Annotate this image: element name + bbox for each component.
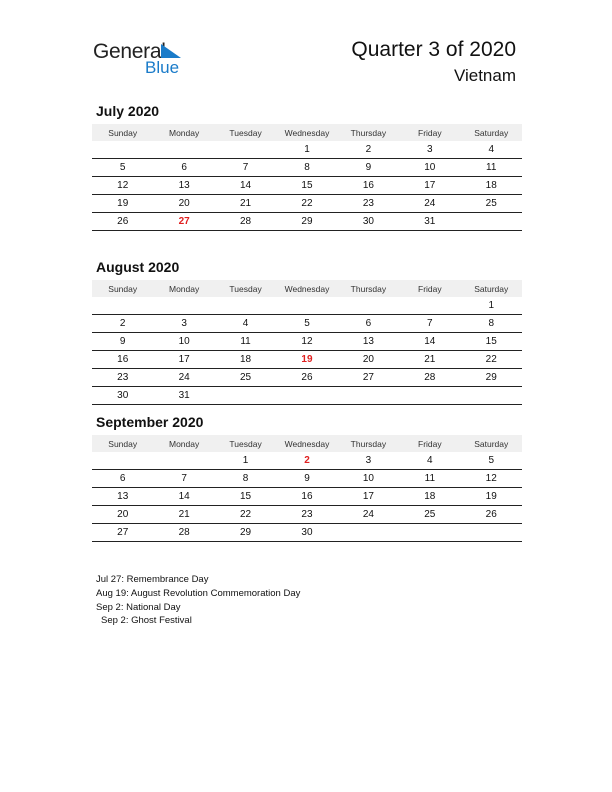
logo-blue-text: Blue — [145, 58, 180, 77]
day-cell: 25 — [239, 372, 252, 383]
day-cell: 29 — [485, 372, 497, 383]
day-cell: 18 — [239, 354, 252, 365]
page-title: Quarter 3 of 2020 — [351, 38, 516, 61]
week-row — [92, 387, 522, 405]
day-cell: 28 — [239, 216, 252, 227]
holiday-list — [96, 573, 300, 628]
week-row — [92, 333, 522, 351]
logo — [93, 40, 193, 80]
day-cell: 12 — [117, 180, 129, 191]
holiday-item: Aug 19: August Revolution Commemoration Day — [96, 587, 301, 599]
day-cell: 6 — [365, 318, 372, 329]
day-cell: 4 — [488, 144, 495, 155]
day-cell: 23 — [301, 509, 313, 520]
month-title: July 2020 — [96, 103, 160, 119]
day-cell: 23 — [117, 372, 129, 383]
weekday-label: Tuesday — [229, 127, 262, 138]
week-row — [92, 488, 522, 506]
week-row — [92, 195, 522, 213]
month-calendar — [92, 414, 522, 542]
logo-general-text: General — [93, 40, 166, 63]
day-cell: 3 — [427, 144, 433, 155]
day-cell: 31 — [178, 390, 190, 401]
day-cell: 28 — [178, 527, 190, 538]
week-row — [92, 351, 522, 369]
weekday-label: Wednesday — [284, 127, 330, 138]
weekday-label: Saturday — [474, 283, 509, 294]
day-cell: 16 — [117, 354, 129, 365]
day-cell: 10 — [178, 336, 190, 347]
day-cell: 9 — [304, 473, 310, 484]
week-row — [92, 141, 522, 159]
weekday-label: Thursday — [350, 438, 387, 449]
month-calendar — [92, 259, 522, 405]
week-row — [92, 470, 522, 488]
weekday-label: Friday — [418, 283, 442, 294]
day-cell: 27 — [117, 527, 129, 538]
day-cell: 24 — [424, 198, 436, 209]
day-cell: 17 — [424, 180, 436, 191]
month-title: August 2020 — [96, 259, 180, 275]
day-cell: 19 — [485, 491, 497, 502]
day-cell: 5 — [119, 162, 126, 173]
day-cell: 25 — [424, 509, 436, 520]
day-cell: 26 — [485, 509, 497, 520]
weekday-header — [92, 435, 522, 452]
day-cell: 30 — [301, 527, 313, 538]
weekday-label: Saturday — [474, 438, 509, 449]
day-cell: 9 — [119, 336, 126, 347]
day-cell: 29 — [301, 216, 313, 227]
day-cell: 22 — [301, 198, 313, 209]
weekday-header — [92, 280, 522, 297]
day-cell: 31 — [424, 216, 436, 227]
weekday-label: Thursday — [350, 283, 387, 294]
day-cell: 2 — [119, 318, 126, 329]
day-cell: 26 — [117, 216, 129, 227]
weekday-label: Tuesday — [229, 283, 262, 294]
logo-triangle-icon — [161, 44, 181, 58]
day-cell: 15 — [301, 180, 313, 191]
day-cell: 9 — [365, 162, 372, 173]
day-cell: 21 — [424, 354, 436, 365]
day-cell: 5 — [488, 455, 495, 466]
day-cell: 8 — [304, 162, 310, 173]
day-cell: 4 — [242, 318, 249, 329]
week-row — [92, 213, 522, 231]
day-cell: 21 — [178, 509, 190, 520]
day-cell: 16 — [362, 180, 374, 191]
day-cell: 24 — [178, 372, 190, 383]
day-cell: 12 — [485, 473, 497, 484]
week-row — [92, 452, 522, 470]
day-cell: 14 — [239, 180, 252, 191]
weekday-label: Friday — [418, 127, 442, 138]
day-cell: 27 — [362, 372, 374, 383]
day-cell: 25 — [485, 198, 497, 209]
day-cell: 11 — [486, 162, 497, 173]
day-cell: 10 — [362, 473, 374, 484]
day-cell: 8 — [488, 318, 495, 329]
weekday-header — [92, 124, 522, 141]
day-cell: 30 — [117, 390, 129, 401]
week-row — [92, 177, 522, 195]
day-cell: 1 — [304, 144, 310, 155]
holiday-item: Sep 2: National Day — [96, 601, 181, 613]
week-row — [92, 159, 522, 177]
day-cell: 22 — [485, 354, 497, 365]
week-row — [92, 369, 522, 387]
month-calendar — [92, 103, 522, 231]
day-cell: 12 — [301, 336, 313, 347]
holiday-item: Jul 27: Remembrance Day — [96, 574, 209, 585]
day-cell: 22 — [239, 509, 252, 520]
weekday-label: Monday — [169, 127, 200, 138]
day-cell: 24 — [362, 509, 374, 520]
weekday-label: Sunday — [108, 283, 138, 294]
day-cell: 15 — [485, 336, 497, 347]
holiday-item: Sep 2: Ghost Festival — [101, 615, 192, 627]
day-cell: 30 — [362, 216, 374, 227]
day-cell: 2 — [365, 144, 372, 155]
day-cell: 5 — [304, 318, 310, 329]
day-cell: 16 — [301, 491, 313, 502]
day-cell: 28 — [424, 372, 436, 383]
weekday-label: Wednesday — [284, 438, 330, 449]
day-cell: 4 — [427, 455, 433, 466]
day-cell: 20 — [362, 354, 374, 365]
day-cell: 26 — [301, 372, 313, 383]
day-cell: 1 — [488, 300, 495, 311]
day-cell: 19 — [301, 354, 313, 365]
weekday-label: Sunday — [108, 438, 138, 449]
week-row — [92, 506, 522, 524]
day-cell: 7 — [242, 162, 249, 173]
day-cell: 14 — [424, 336, 436, 347]
day-cell: 3 — [181, 318, 187, 329]
weekday-label: Monday — [169, 283, 200, 294]
day-cell: 20 — [178, 198, 190, 209]
day-cell: 17 — [362, 491, 374, 502]
week-row — [92, 297, 522, 315]
day-cell: 19 — [117, 198, 129, 209]
day-cell: 27 — [178, 216, 190, 227]
day-cell: 8 — [242, 473, 249, 484]
day-cell: 20 — [117, 509, 129, 520]
day-cell: 11 — [424, 473, 436, 484]
day-cell: 13 — [117, 491, 129, 502]
weekday-label: Thursday — [350, 127, 387, 138]
weekday-label: Tuesday — [229, 438, 262, 449]
day-cell: 3 — [365, 455, 372, 466]
day-cell: 15 — [239, 491, 252, 502]
week-row — [92, 524, 522, 542]
week-row — [92, 315, 522, 333]
day-cell: 17 — [178, 354, 190, 365]
day-cell: 6 — [119, 473, 126, 484]
weekday-label: Sunday — [108, 127, 138, 138]
day-cell: 13 — [362, 336, 374, 347]
day-cell: 21 — [239, 198, 252, 209]
day-cell: 2 — [304, 455, 310, 466]
day-cell: 18 — [424, 491, 436, 502]
day-cell: 10 — [424, 162, 436, 173]
day-cell: 18 — [485, 180, 497, 191]
day-cell: 1 — [242, 455, 249, 466]
day-cell: 14 — [178, 491, 190, 502]
country-name: Vietnam — [453, 66, 516, 85]
day-cell: 7 — [427, 318, 433, 329]
weekday-label: Saturday — [474, 127, 509, 138]
weekday-label: Wednesday — [284, 283, 330, 294]
day-cell: 29 — [239, 527, 252, 538]
weekday-label: Monday — [169, 438, 200, 449]
day-cell: 13 — [178, 180, 190, 191]
day-cell: 11 — [240, 336, 251, 347]
day-cell: 6 — [181, 162, 187, 173]
month-title: September 2020 — [96, 414, 204, 430]
day-cell: 23 — [362, 198, 374, 209]
day-cell: 7 — [181, 473, 187, 484]
weekday-label: Friday — [418, 438, 442, 449]
